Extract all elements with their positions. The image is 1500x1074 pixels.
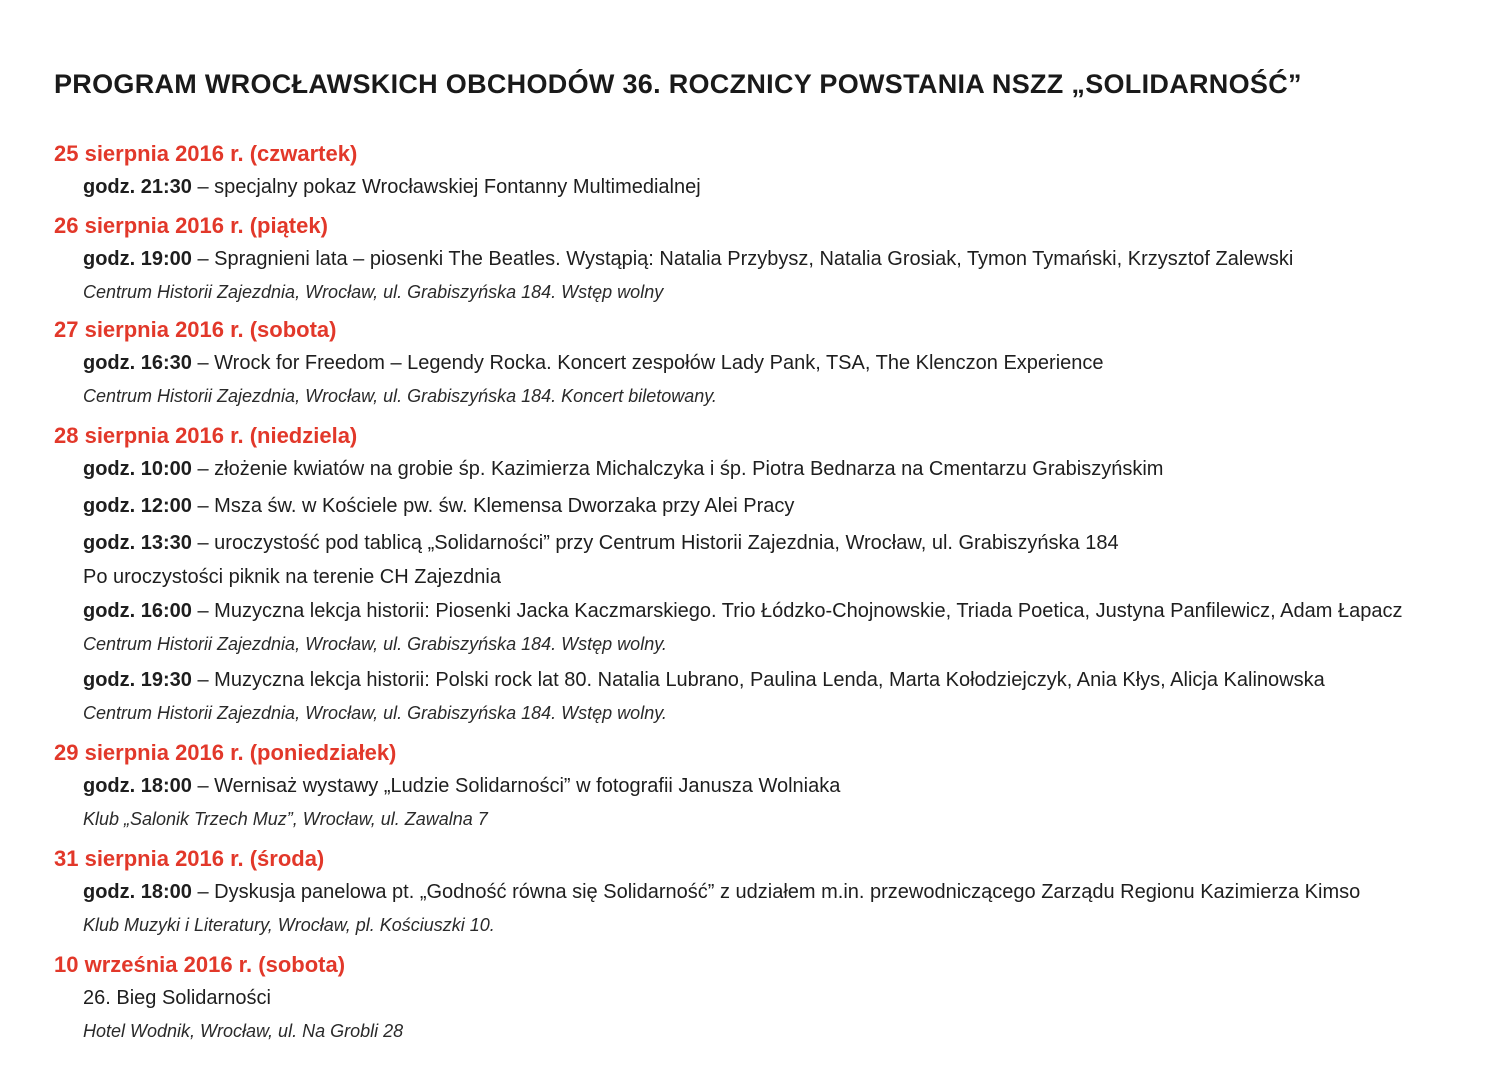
document-title: PROGRAM WROCŁAWSKICH OBCHODÓW 36. ROCZNICY POWSTANIA NSZZ „SOLIDARNOŚĆ” xyxy=(54,69,1302,99)
event-time: godz. 16:30 xyxy=(83,352,192,374)
day-section xyxy=(54,843,1474,941)
event-note: Po uroczystości piknik na terenie CH Zajezdnia xyxy=(83,566,501,588)
event-entry xyxy=(54,663,1474,729)
day-heading: 27 sierpnia 2016 r. (sobota) xyxy=(54,317,337,342)
event-entry xyxy=(54,769,1474,835)
event-venue: Centrum Historii Zajezdnia, Wrocław, ul. Grabiszyńska 184. Wstęp wolny xyxy=(83,282,664,302)
event-time: godz. 13:30 xyxy=(83,532,192,554)
event-line xyxy=(83,242,1474,276)
event-venue: Centrum Historii Zajezdnia, Wrocław, ul. Grabiszyńska 184. Koncert biletowany. xyxy=(83,386,717,406)
event-entry xyxy=(54,875,1474,941)
day-heading: 25 sierpnia 2016 r. (czwartek) xyxy=(54,141,358,166)
event-description: – specjalny pokaz Wrocławskiej Fontanny Multimedialnej xyxy=(191,176,701,198)
event-time: godz. 19:00 xyxy=(83,248,192,270)
event-entry xyxy=(54,594,1474,660)
day-section xyxy=(54,210,1474,308)
event-entry xyxy=(54,981,1474,1047)
event-line xyxy=(83,769,1474,803)
event-venue: Centrum Historii Zajezdnia, Wrocław, ul. Grabiszyńska 184. Wstęp wolny. xyxy=(83,634,667,654)
event-entry xyxy=(54,170,1474,204)
event-time: godz. 18:00 xyxy=(83,775,192,797)
event-description: – Wrock for Freedom – Legendy Rocka. Koncert zespołów Lady Pank, TSA, The Klenczon Experience xyxy=(191,352,1104,374)
event-venue: Hotel Wodnik, Wrocław, ul. Na Grobli 28 xyxy=(83,1021,404,1041)
day-section xyxy=(54,138,1474,204)
event-venue: Klub Muzyki i Literatury, Wrocław, pl. Kościuszki 10. xyxy=(83,915,495,935)
event-line xyxy=(83,346,1474,380)
event-line xyxy=(83,875,1474,909)
day-section xyxy=(54,949,1474,1047)
program-schedule xyxy=(54,138,1474,1047)
event-time: godz. 12:00 xyxy=(83,495,192,517)
event-description: – uroczystość pod tablicą „Solidarności” przy Centrum Historii Zajezdnia, Wrocław, ul. Grabiszyńska 184 xyxy=(191,532,1119,554)
event-description: – Spragnieni lata – piosenki The Beatles. Wystąpią: Natalia Przybysz, Natalia Grosiak, Tymon Tymański, Krzysztof Zalewski xyxy=(191,248,1294,270)
day-heading: 28 sierpnia 2016 r. (niedziela) xyxy=(54,423,358,448)
day-section xyxy=(54,420,1474,729)
event-line xyxy=(83,981,1474,1015)
event-line xyxy=(83,452,1474,486)
event-line xyxy=(83,526,1474,560)
day-heading: 10 września 2016 r. (sobota) xyxy=(54,952,346,977)
event-entry xyxy=(54,346,1474,412)
event-description: – Msza św. w Kościele pw. św. Klemensa Dworzaka przy Alei Pracy xyxy=(191,495,795,517)
event-venue: Centrum Historii Zajezdnia, Wrocław, ul. Grabiszyńska 184. Wstęp wolny. xyxy=(83,703,667,723)
event-description: – Muzyczna lekcja historii: Piosenki Jacka Kaczmarskiego. Trio Łódzko-Chojnowskie, Triada Poetica, Justyna Panfilewicz, Adam Łapacz xyxy=(191,600,1403,622)
event-time: godz. 19:30 xyxy=(83,669,192,691)
event-description: – Dyskusja panelowa pt. „Godność równa się Solidarność” z udziałem m.in. przewodniczącego Zarządu Regionu Kazimierza Kimso xyxy=(191,881,1361,903)
event-time: godz. 16:00 xyxy=(83,600,192,622)
day-heading: 26 sierpnia 2016 r. (piątek) xyxy=(54,213,328,238)
day-heading: 31 sierpnia 2016 r. (środa) xyxy=(54,846,325,871)
event-venue: Klub „Salonik Trzech Muz”, Wrocław, ul. Zawalna 7 xyxy=(83,809,488,829)
event-description: – Muzyczna lekcja historii: Polski rock lat 80. Natalia Lubrano, Paulina Lenda, Marta Kołodziejczyk, Ania Kłys, Alicja Kalinowska xyxy=(191,669,1325,691)
event-time: godz. 18:00 xyxy=(83,881,192,903)
event-entry xyxy=(54,242,1474,308)
event-entry xyxy=(54,489,1474,523)
day-section xyxy=(54,314,1474,412)
event-entry xyxy=(54,452,1474,486)
event-time: godz. 10:00 xyxy=(83,458,192,480)
event-description: – Wernisaż wystawy „Ludzie Solidarności” w fotografii Janusza Wolniaka xyxy=(191,775,841,797)
event-line xyxy=(83,594,1474,628)
event-entry xyxy=(54,526,1474,594)
event-time: godz. 21:30 xyxy=(83,176,192,198)
event-line xyxy=(83,663,1474,697)
day-heading: 29 sierpnia 2016 r. (poniedziałek) xyxy=(54,740,397,765)
day-section xyxy=(54,737,1474,835)
event-description: 26. Bieg Solidarności xyxy=(83,987,271,1009)
event-line xyxy=(83,170,1474,204)
event-line xyxy=(83,489,1474,523)
event-description: – złożenie kwiatów na grobie śp. Kazimierza Michalczyka i śp. Piotra Bednarza na Cmentarzu Grabiszyńskim xyxy=(191,458,1164,480)
